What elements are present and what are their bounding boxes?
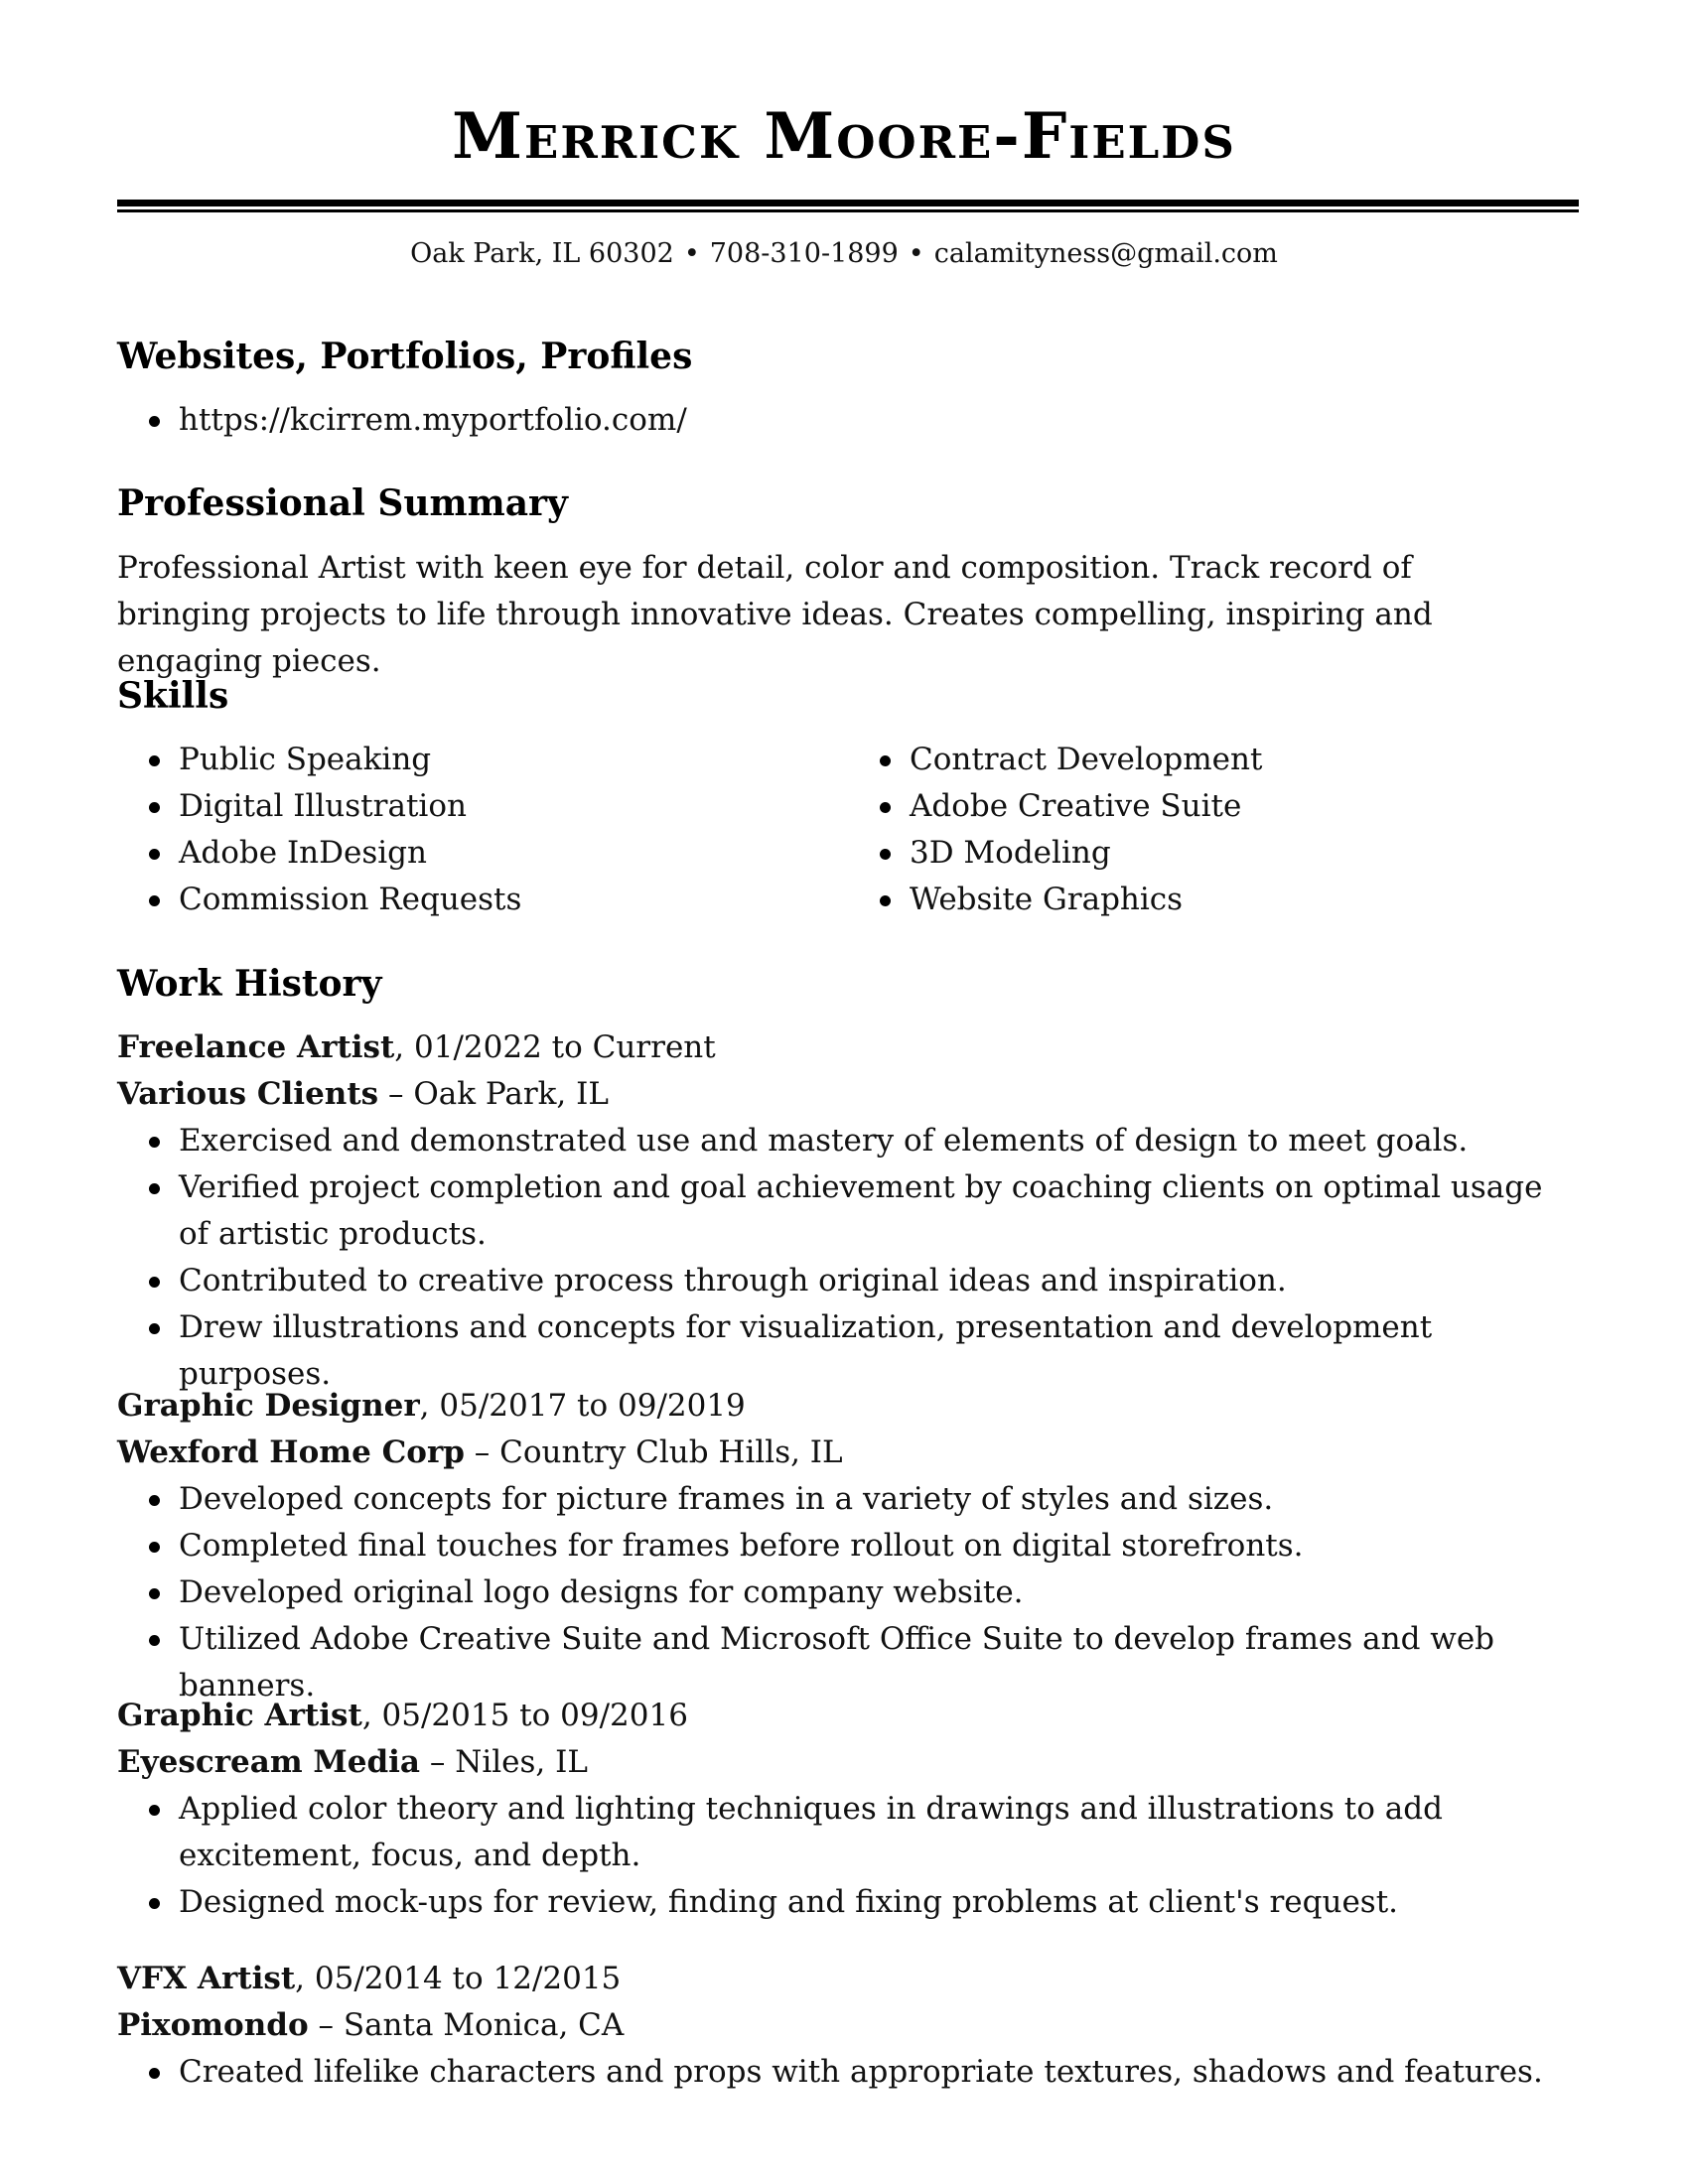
contact-line	[0, 238, 1688, 269]
job-dates: , 05/2015 to 09/2016	[361, 1698, 688, 1733]
section-title-websites: Websites, Portfolios, Profiles	[117, 336, 693, 377]
job-location: – Niles, IL	[420, 1744, 588, 1780]
job-location: – Country Club Hills, IL	[464, 1434, 843, 1470]
job-bullet: Applied color theory and lighting techniques in drawings and illustrations to add excitement, focus, and depth.	[117, 1786, 1557, 1879]
job-company-line	[117, 2002, 624, 2049]
skill-item: Commission Requests	[117, 877, 812, 923]
job-company: Eyescream Media	[117, 1744, 421, 1780]
section-title-skills: Skills	[117, 675, 229, 717]
job-company-line	[117, 1430, 843, 1476]
job-bullet: Exercised and demonstrated use and mastery of elements of design to meet goals.	[117, 1118, 1557, 1164]
job-bullet: Created lifelike characters and props with appropriate textures, shadows and features.	[117, 2049, 1557, 2096]
job-dates: , 01/2022 to Current	[394, 1029, 716, 1065]
job-title-line	[117, 1383, 746, 1430]
skill-item: Website Graphics	[848, 877, 1543, 923]
job-company-line	[117, 1071, 609, 1118]
job-title-line	[117, 1693, 688, 1739]
job-bullets	[117, 1476, 1557, 1709]
job-bullet: Drew illustrations and concepts for visualization, presentation and development purposes.	[117, 1304, 1557, 1398]
job-bullets	[117, 1118, 1557, 1398]
job-location: – Oak Park, IL	[378, 1076, 609, 1112]
skill-item: Adobe Creative Suite	[848, 783, 1543, 830]
job-location: – Santa Monica, CA	[308, 2007, 625, 2043]
header-rule-thick	[117, 200, 1579, 206]
skill-item: 3D Modeling	[848, 830, 1543, 877]
skill-item: Contract Development	[848, 737, 1543, 783]
job-bullet: Completed final touches for frames before rollout on digital storefronts.	[117, 1523, 1557, 1570]
job-company: Various Clients	[117, 1076, 379, 1112]
job-bullet: Contributed to creative process through original ideas and inspiration.	[117, 1258, 1557, 1304]
job-title-line	[117, 1956, 621, 2002]
contact-phone: 708-310-1899	[709, 238, 899, 269]
job-dates: , 05/2017 to 09/2019	[419, 1388, 746, 1424]
job-title: VFX Artist	[117, 1961, 296, 1996]
job-company: Pixomondo	[117, 2007, 309, 2043]
job-bullet: Developed concepts for picture frames in a variety of styles and sizes.	[117, 1476, 1557, 1523]
header-rule-thin	[117, 209, 1579, 212]
job-title-line	[117, 1024, 716, 1071]
candidate-name: Merrick Moore-Fields	[452, 99, 1236, 174]
contact-email[interactable]: calamityness@gmail.com	[933, 238, 1278, 269]
job-company-line	[117, 1739, 588, 1786]
summary-text: Professional Artist with keen eye for detail, color and composition. Track record of bringing projects to life through innovative ideas. Creates compelling, inspiring and engaging pieces.	[117, 550, 1433, 679]
websites-list	[117, 397, 1507, 444]
job-title: Graphic Artist	[117, 1698, 362, 1733]
job-company: Wexford Home Corp	[117, 1434, 465, 1470]
section-title-summary: Professional Summary	[117, 482, 568, 524]
contact-location: Oak Park, IL 60302	[410, 238, 674, 269]
skill-item: Public Speaking	[117, 737, 812, 783]
section-title-work-history: Work History	[117, 963, 382, 1005]
skill-item: Adobe InDesign	[117, 830, 812, 877]
contact-separator: •	[908, 238, 924, 269]
job-bullets	[117, 2049, 1557, 2096]
job-bullet: Verified project completion and goal achievement by coaching clients on optimal usage of artistic products.	[117, 1164, 1557, 1258]
skill-item: Digital Illustration	[117, 783, 812, 830]
skills-list-left	[117, 737, 812, 923]
job-bullet: Developed original logo designs for company website.	[117, 1570, 1557, 1616]
job-title: Graphic Designer	[117, 1388, 420, 1424]
contact-separator: •	[683, 238, 700, 269]
job-bullets	[117, 1786, 1557, 1926]
job-title: Freelance Artist	[117, 1029, 395, 1065]
website-link[interactable]: https://kcirrem.myportfolio.com/	[117, 397, 1507, 444]
skills-list-right	[848, 737, 1543, 923]
job-bullet: Designed mock-ups for review, finding and fixing problems at client's request.	[117, 1879, 1557, 1926]
job-bullet: Utilized Adobe Creative Suite and Microsoft Office Suite to develop frames and web banners.	[117, 1616, 1557, 1709]
job-dates: , 05/2014 to 12/2015	[295, 1961, 622, 1996]
